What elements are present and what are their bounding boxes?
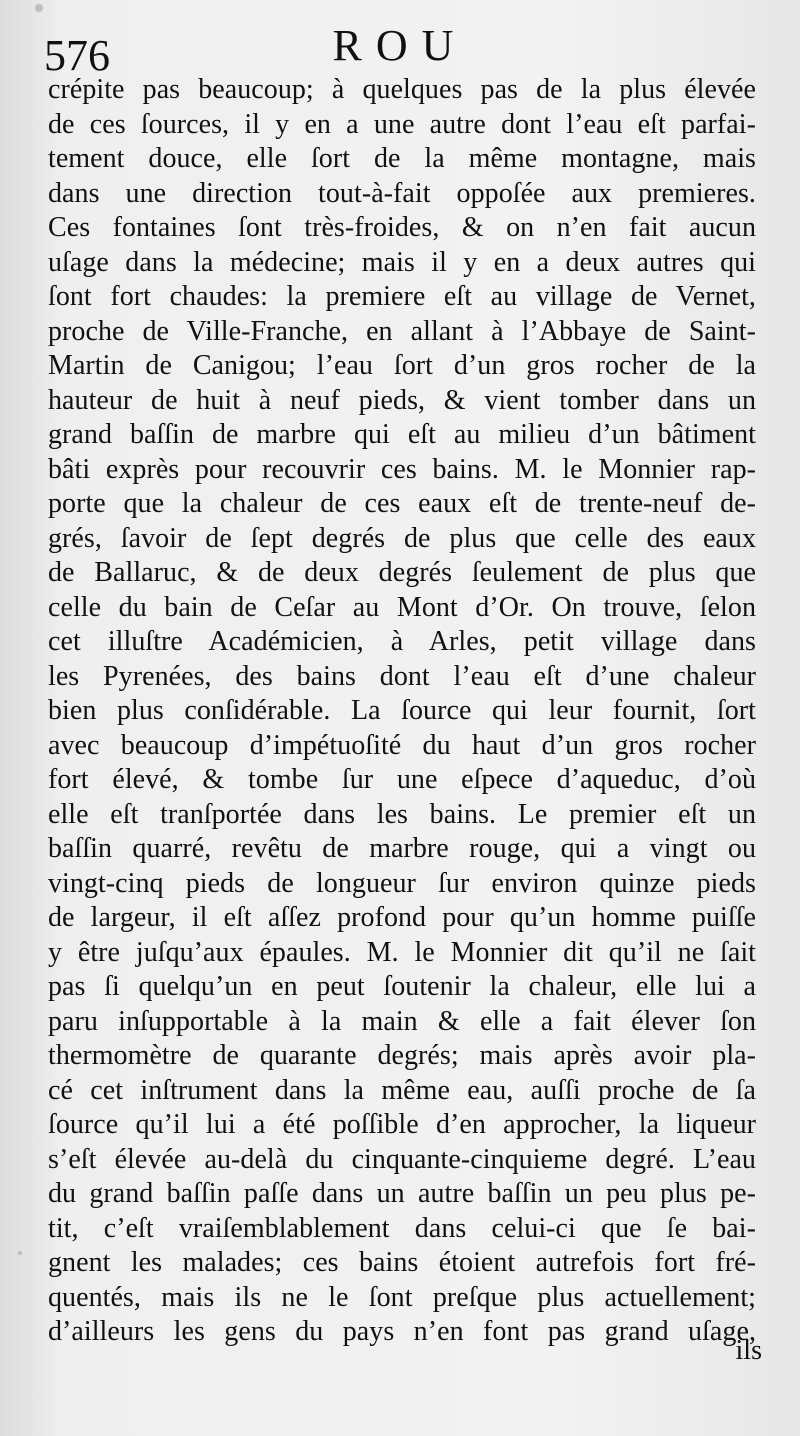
text-line: elle eſt tranſportée dans les bains. Le premier eſt un	[48, 798, 756, 830]
text-line: paru inſupportable à la main & elle a fait élever ſon	[48, 1005, 756, 1037]
text-line: s’eſt élevée au-delà du cinquante-cinquieme degré. L’eau	[48, 1143, 756, 1175]
text-line: Martin de Canigou; l’eau ſort d’un gros rocher de la	[48, 350, 756, 381]
text-line: de Ballaruc, & de deux degrés ſeulement de plus que	[48, 557, 756, 588]
page-header	[0, 16, 800, 80]
text-line: fort élevé, & tombe ſur une eſpece d’aqueduc, d’où	[48, 764, 756, 795]
text-line: Ces fontaines ſont très-froides, & on n’en fait aucun	[48, 212, 756, 243]
text-line: bâti exprès pour recouvrir ces bains. M. le Monnier rap-	[48, 453, 756, 485]
text-line: d’ailleurs les gens du pays n’en font pas grand uſage,	[48, 1316, 756, 1347]
text-line: dans une direction tout-à-fait oppoſée aux premieres.	[48, 177, 756, 209]
text-line: les Pyrenées, des bains dont l’eau eſt d’une chaleur	[48, 660, 756, 692]
text-line: de largeur, il eſt aſſez profond pour qu’un homme puiſſe	[48, 902, 756, 933]
text-line: tement douce, elle ſort de la même montagne, mais	[48, 143, 756, 174]
text-line: avec beaucoup d’impétuoſité du haut d’un gros rocher	[48, 729, 756, 761]
text-line: bien plus conſidérable. La ſource qui leur fournit, ſort	[48, 695, 756, 726]
text-line: ſource qu’il lui a été poſſible d’en approcher, la liqueur	[48, 1109, 756, 1140]
text-line: cet illuſtre Académicien, à Arles, petit village dans	[48, 626, 756, 657]
text-line: ſont fort chaudes: la premiere eſt au village de Vernet,	[48, 281, 756, 312]
text-line: quentés, mais ils ne le ſont preſque plus actuellement;	[48, 1281, 756, 1313]
text-line: y être juſqu’aux épaules. M. le Monnier dit qu’il ne ſait	[48, 936, 756, 968]
text-line: thermomètre de quarante degrés; mais après avoir pla-	[48, 1040, 756, 1071]
text-line: vingt-cinq pieds de longueur ſur environ quinze pieds	[48, 867, 756, 899]
text-line: gnent les malades; ces bains étoient autrefois fort fré-	[48, 1247, 756, 1278]
text-line: pas ſi quelqu’un en peut ſoutenir la chaleur, elle lui a	[48, 971, 756, 1002]
text-line: crépite pas beaucoup; à quelques pas de la plus élevée	[48, 74, 756, 105]
running-head: ROU	[332, 21, 468, 70]
text-line: baſſin quarré, revêtu de marbre rouge, qui a vingt ou	[48, 833, 756, 864]
text-line: tit, c’eſt vraiſemblablement dans celui-ci que ſe bai-	[48, 1212, 756, 1244]
page-number: 576	[44, 31, 110, 80]
text-line: grand baſſin de marbre qui eſt au milieu d’un bâtiment	[48, 419, 756, 450]
text-line: porte que la chaleur de ces eaux eſt de trente-neuf de-	[48, 488, 756, 519]
text-line: proche de Ville-Franche, en allant à l’Abbaye de Saint-	[48, 315, 756, 347]
text-line: grés, ſavoir de ſept degrés de plus que celle des eaux	[48, 522, 756, 554]
text-line: cé cet inſtrument dans la même eau, auſſi proche de ſa	[48, 1074, 756, 1106]
text-line: uſage dans la médecine; mais il y en a deux autres qui	[48, 246, 756, 278]
text-line: celle du bain de Ceſar au Mont d’Or. On trouve, ſelon	[48, 591, 756, 623]
text-line: hauteur de huit à neuf pieds, & vient tomber dans un	[48, 384, 756, 416]
catchword: ils	[735, 1335, 762, 1366]
body-text	[48, 73, 756, 1350]
text-line: de ces ſources, il y en a une autre dont l’eau eſt parfai-	[48, 108, 756, 140]
paper-speck	[18, 1251, 22, 1255]
paper-speck	[35, 4, 43, 12]
text-line: du grand baſſin paſſe dans un autre baſſin un peu plus pe-	[48, 1178, 756, 1209]
